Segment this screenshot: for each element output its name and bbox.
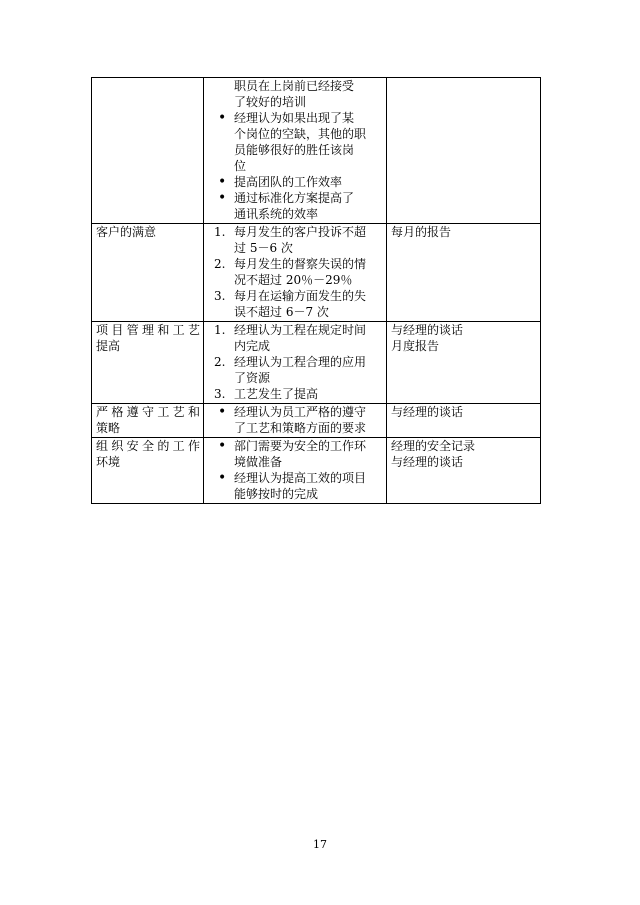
list-item	[208, 438, 383, 470]
list-item	[208, 470, 383, 502]
indicator-cell	[204, 438, 387, 504]
list-number: 1.	[214, 323, 226, 337]
source-cell	[387, 224, 541, 322]
source-cell	[387, 78, 541, 224]
table-row	[92, 224, 541, 322]
item-text-line: 工艺发生了提高	[234, 387, 319, 401]
list-number: 2.	[214, 257, 226, 271]
item-text-line: 经理认为员工严格的遵守	[234, 405, 367, 419]
item-text-line: 了较好的培训	[234, 95, 307, 109]
item-text-line: 误不超过 6－7 次	[234, 305, 329, 319]
source-line: 与经理的谈话	[391, 455, 464, 469]
item-text-line: 经理认为工程在规定时间	[234, 323, 367, 337]
bullet-icon: •	[218, 190, 227, 206]
table-row	[92, 78, 541, 224]
list-item	[208, 322, 383, 354]
indicator-cell	[204, 224, 387, 322]
source-line: 与经理的谈话	[391, 323, 464, 337]
item-text-line: 经理认为工程合理的应用	[234, 355, 367, 369]
category-cell	[92, 438, 204, 504]
item-text-line: 内完成	[234, 339, 271, 353]
item-text-line: 员能够很好的胜任该岗	[234, 143, 355, 157]
category-line: 环境	[96, 455, 121, 469]
indicator-cell	[204, 322, 387, 404]
list-item	[208, 78, 383, 110]
source-line: 经理的安全记录	[391, 439, 476, 453]
item-text-line: 每月发生的客户投诉不超	[234, 225, 367, 239]
list-number: 2.	[214, 355, 226, 369]
table-row	[92, 438, 541, 504]
indicator-cell	[204, 404, 387, 438]
performance-table-body	[92, 78, 541, 504]
item-text-line: 了资源	[234, 371, 271, 385]
item-text-line: 了工艺和策略方面的要求	[234, 421, 367, 435]
item-text-line: 能够按时的完成	[234, 487, 319, 501]
list-item	[208, 174, 383, 190]
category-line: 策略	[96, 421, 121, 435]
source-cell	[387, 322, 541, 404]
category-line: 客户的满意	[96, 225, 157, 239]
list-number: 3.	[214, 387, 226, 401]
bullet-icon: •	[218, 438, 227, 454]
category-line: 项目管理和工艺	[96, 323, 200, 337]
category-line: 组织安全的工作	[96, 439, 200, 453]
item-text-line: 部门需要为安全的工作环	[234, 439, 367, 453]
performance-table	[91, 77, 541, 504]
list-item	[208, 404, 383, 436]
page-number: 17	[313, 838, 327, 851]
item-text-line: 经理认为如果出现了某	[234, 111, 355, 125]
table-row	[92, 404, 541, 438]
list-item	[208, 354, 383, 386]
source-cell	[387, 438, 541, 504]
category-cell	[92, 322, 204, 404]
list-item	[208, 190, 383, 222]
source-line: 与经理的谈话	[391, 405, 464, 419]
item-text-line: 职员在上岗前已经接受	[234, 79, 355, 93]
list-item	[208, 256, 383, 288]
item-text-line: 经理认为提高工效的项目	[234, 471, 367, 485]
item-text-line: 况不超过 20％－29％	[234, 273, 353, 287]
table-row	[92, 322, 541, 404]
item-text-line: 每月在运输方面发生的失	[234, 289, 367, 303]
source-line: 月度报告	[391, 339, 440, 353]
list-number: 1.	[214, 225, 226, 239]
item-text-line: 通过标准化方案提高了	[234, 191, 355, 205]
item-text-line: 每月发生的督察失误的情	[234, 257, 367, 271]
bullet-icon: •	[218, 110, 227, 126]
list-number: 3.	[214, 289, 226, 303]
list-item	[208, 110, 383, 174]
source-cell	[387, 404, 541, 438]
list-item	[208, 224, 383, 256]
indicator-cell	[204, 78, 387, 224]
source-line: 每月的报告	[391, 225, 452, 239]
item-text-line: 提高团队的工作效率	[234, 175, 343, 189]
list-item	[208, 288, 383, 320]
category-cell	[92, 224, 204, 322]
bullet-icon: •	[218, 470, 227, 486]
category-line: 提高	[96, 339, 121, 353]
list-item	[208, 386, 383, 402]
item-text-line: 个岗位的空缺，其他的职	[234, 127, 367, 141]
category-cell	[92, 404, 204, 438]
category-cell	[92, 78, 204, 224]
item-text-line: 通讯系统的效率	[234, 207, 319, 221]
item-text-line: 过 5－6 次	[234, 241, 293, 255]
bullet-icon: •	[218, 174, 227, 190]
item-text-line: 位	[234, 159, 247, 173]
bullet-icon: •	[218, 404, 227, 420]
category-line: 严格遵守工艺和	[96, 405, 200, 419]
item-text-line: 境做准备	[234, 455, 283, 469]
